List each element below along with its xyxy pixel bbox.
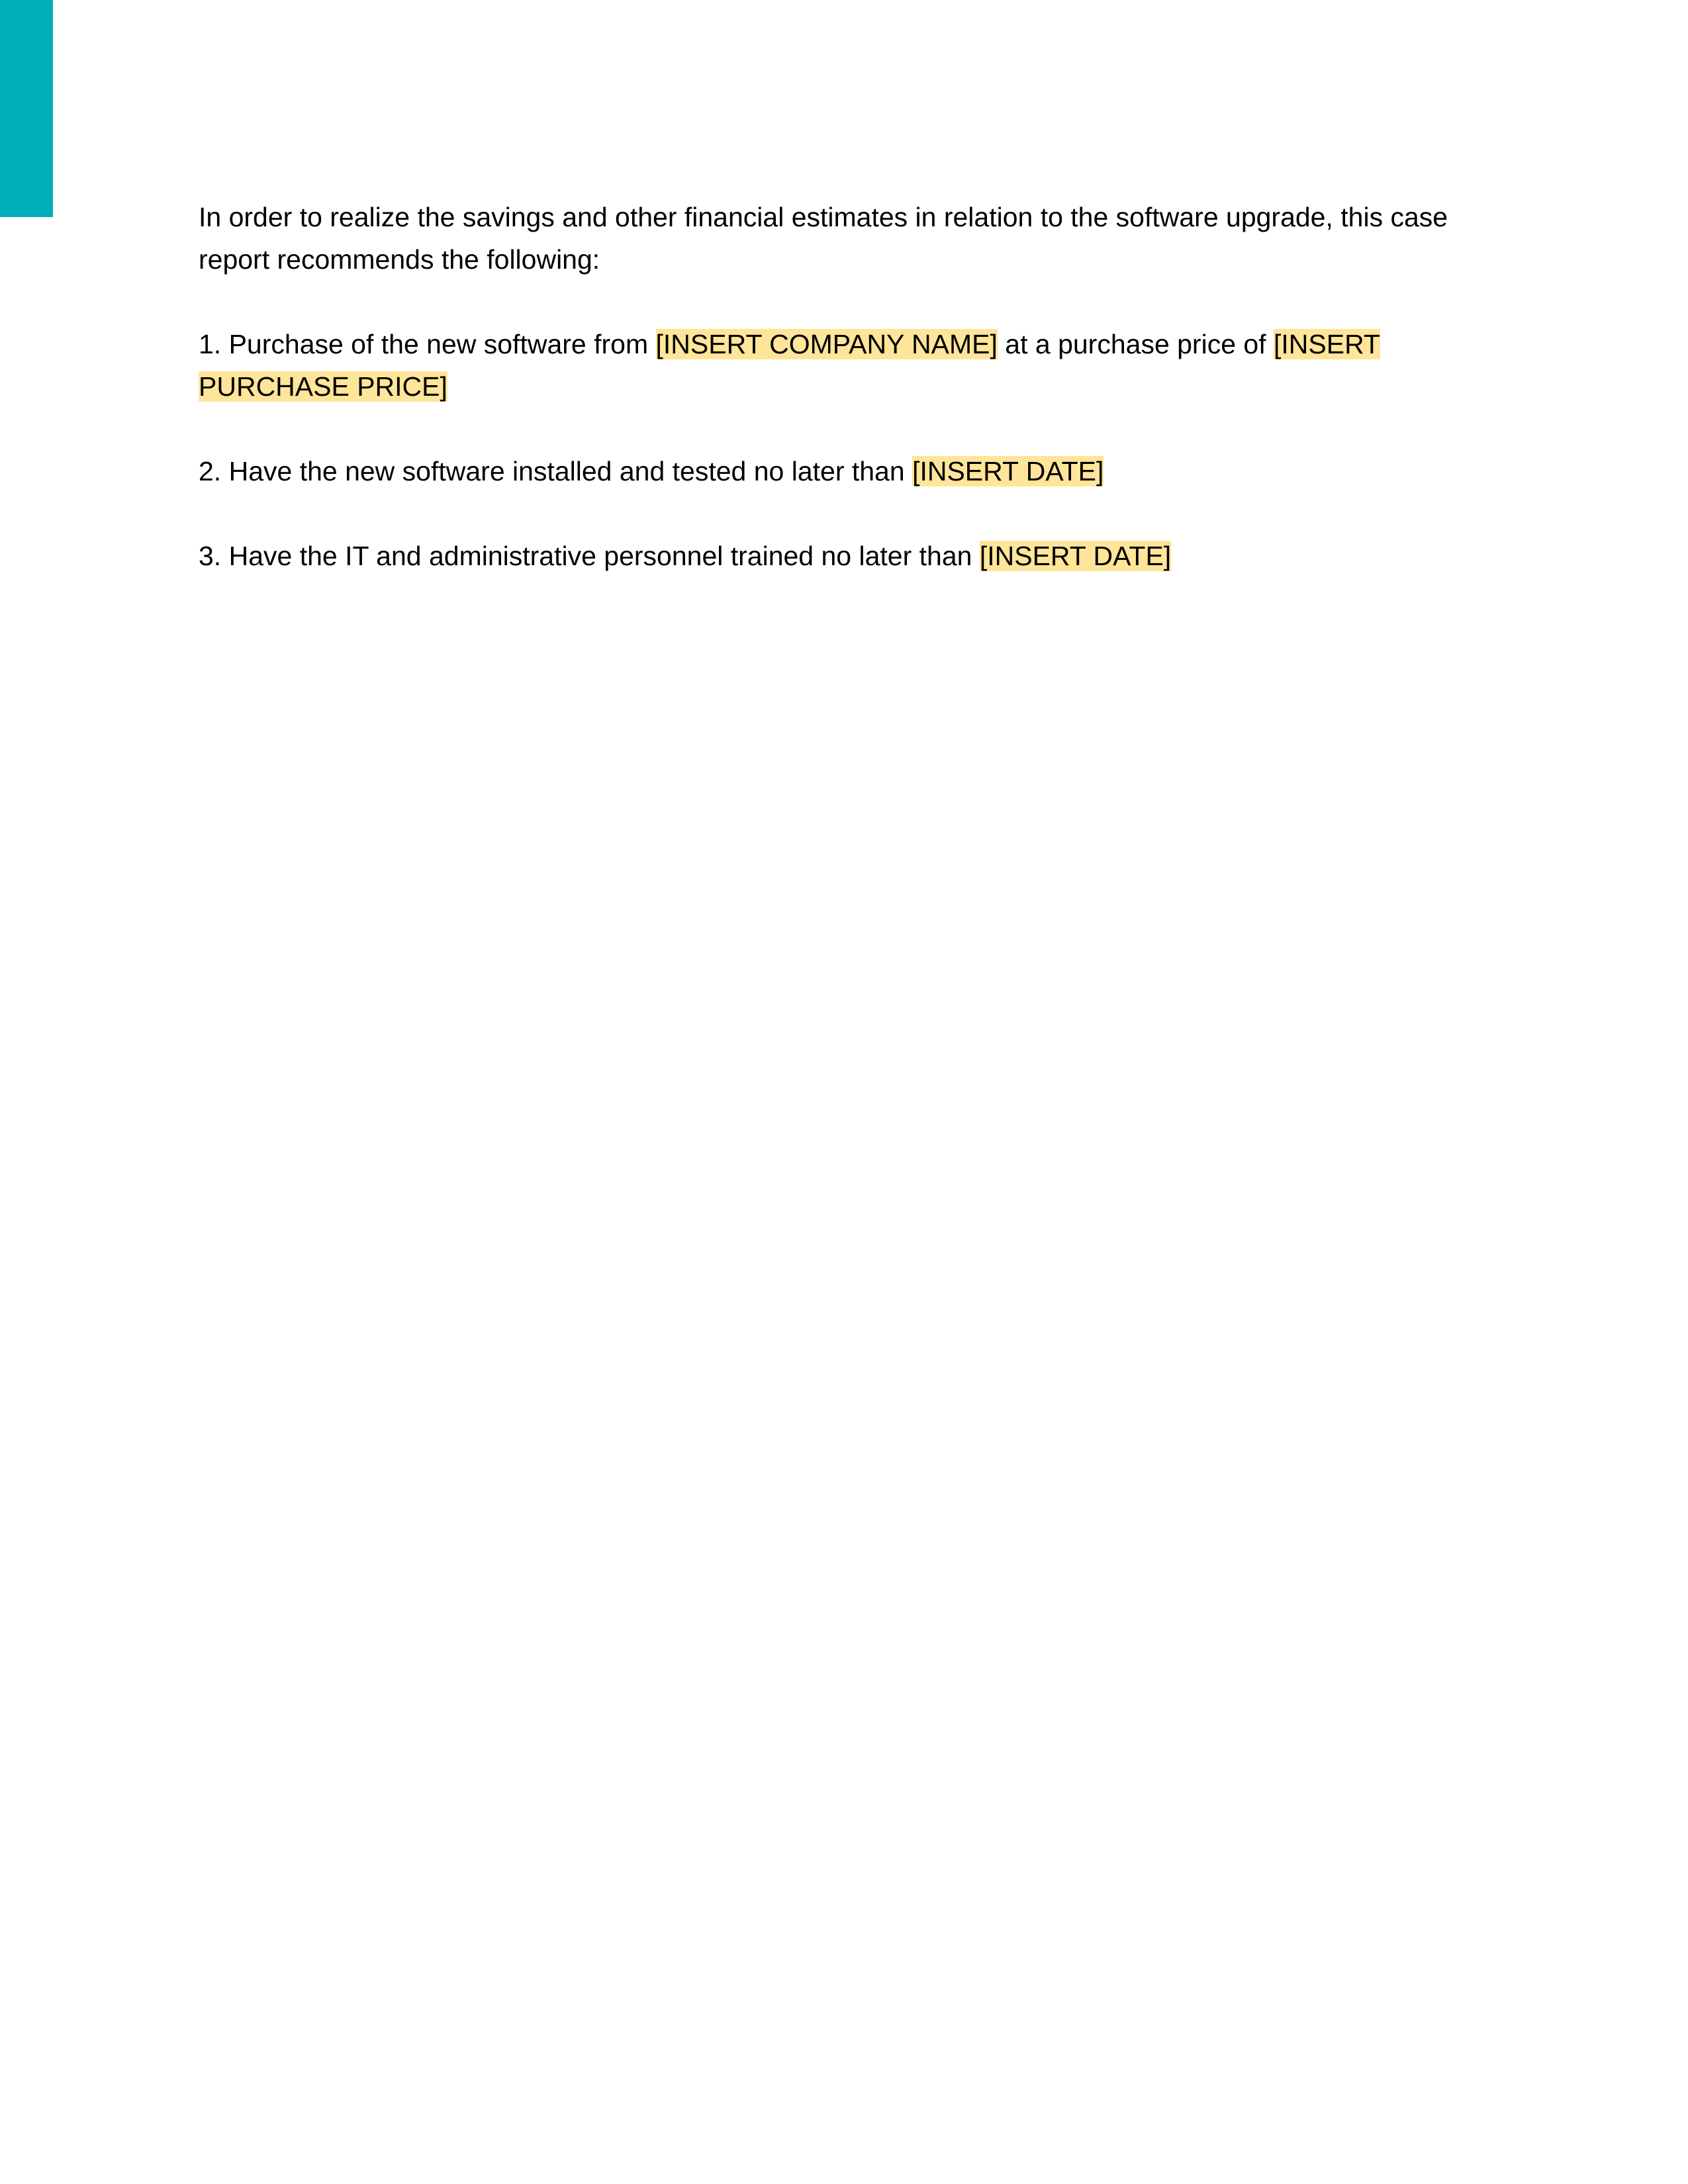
intro-paragraph: In order to realize the savings and other financial estimates in relation to the software upgrade, this case report recommends the following: bbox=[199, 202, 1448, 275]
document-body bbox=[199, 196, 1516, 619]
item-1-text: 1. Purchase of the new software from bbox=[199, 329, 656, 359]
item-1-text-2: at a purchase price of bbox=[997, 329, 1274, 359]
recommendation-item-2 bbox=[199, 450, 1516, 492]
recommendation-item-1 bbox=[199, 323, 1516, 408]
accent-bar bbox=[0, 0, 53, 217]
recommendation-item-3 bbox=[199, 535, 1516, 577]
training-date-placeholder: [INSERT DATE] bbox=[979, 541, 1172, 571]
purchase-price-placeholder: [INSERT PURCHASE PRICE] bbox=[199, 329, 1380, 402]
install-date-placeholder: [INSERT DATE] bbox=[912, 456, 1104, 486]
company-name-placeholder: [INSERT COMPANY NAME] bbox=[655, 329, 998, 359]
item-2-text: 2. Have the new software installed and tested no later than bbox=[199, 456, 913, 486]
item-3-text: 3. Have the IT and administrative personnel trained no later than bbox=[199, 541, 980, 571]
